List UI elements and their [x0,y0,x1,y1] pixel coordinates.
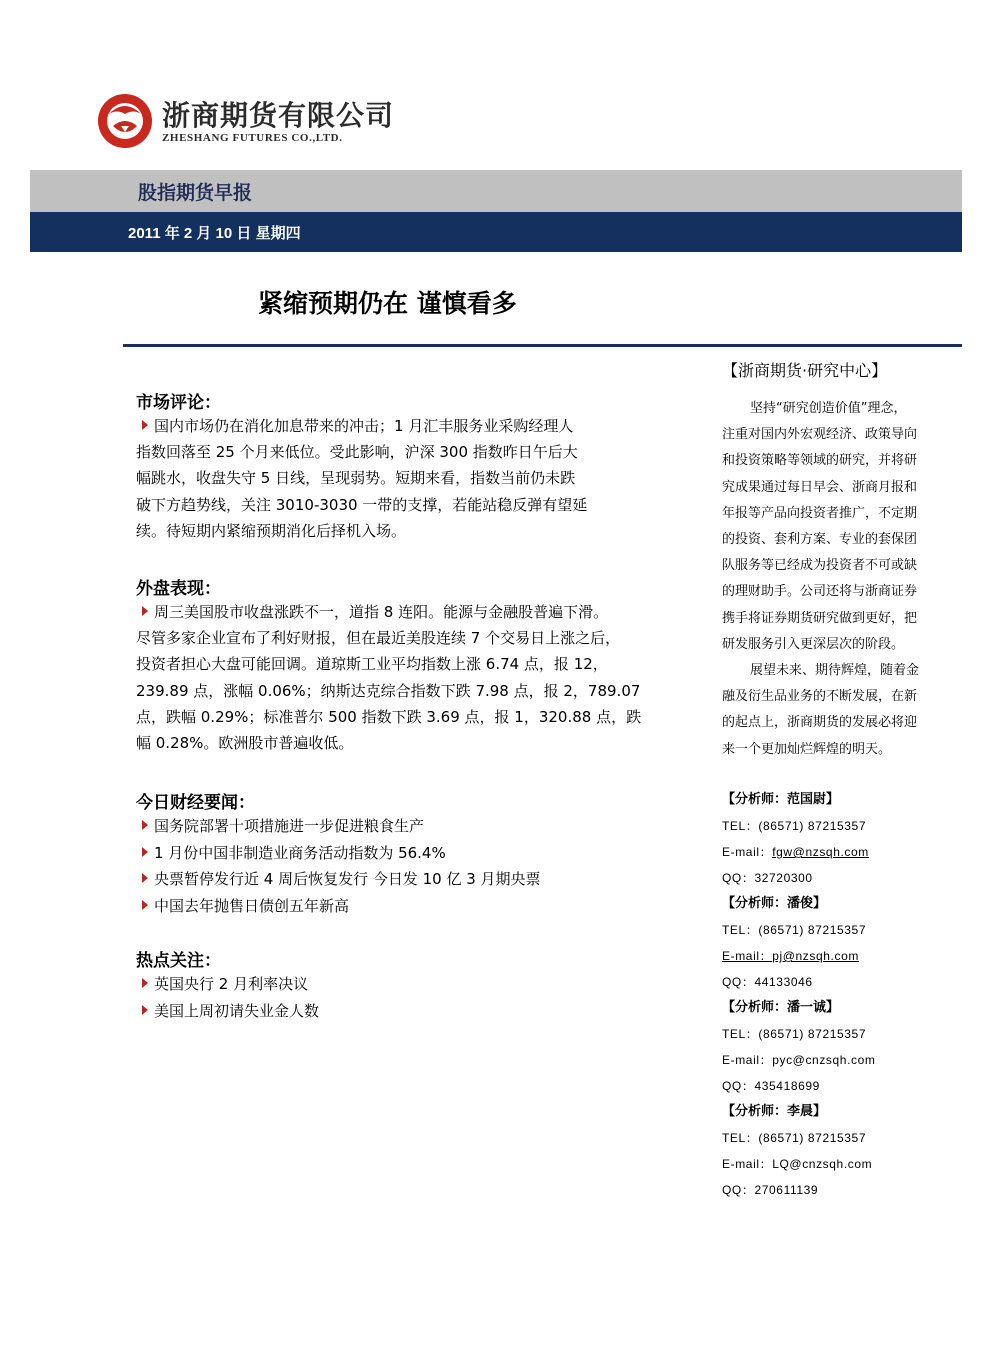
overseas-line: 点，跌幅 0.29%；标准普尔 500 指数下跌 3.69 点，报 1，320.88 点，跌 [136,707,642,726]
news-item: 中国去年抛售日债创五年新高 [136,893,686,920]
market-heading: 市场评论： [136,393,221,413]
bullet-arrow-icon [142,606,148,616]
outlook-line: 来一个更加灿烂辉煌的明天。 [722,741,892,757]
company-logo [96,92,395,152]
analyst-name: 【分析师：范国尉】 [722,792,840,807]
analyst-card [722,787,962,891]
intro-line: 队服务等已经成为投资者不可或缺 [722,558,918,574]
sidebar-intro [722,396,958,658]
report-title: 股指期货早报 [138,182,253,204]
news-item: 1 月份中国非制造业商务活动指数为 56.4% [136,840,686,867]
intro-line: 携手将证券期货研究做到更好，把 [722,610,918,626]
intro-line: 研发服务引入更深层次的阶段。 [722,636,905,652]
sidebar-outlook [722,658,958,763]
sidebar-heading: 【浙商期货·研究中心】 [722,361,888,380]
analyst-email-link[interactable]: LQ@cnzsqh.com [772,1157,873,1171]
analyst-tel: TEL：(86571) 87215357 [722,1027,867,1041]
bullet-arrow-icon [142,900,148,910]
analyst-email-row: E-mail：pyc@cnzsqh.com [722,1053,876,1067]
report-date: 2011 年 2 月 10 日 星期四 [128,225,301,242]
overseas-heading: 外盘表现： [136,579,221,599]
outlook-line: 融及衍生品业务的不断发展，在新 [722,689,918,705]
bullet-arrow-icon [142,420,148,430]
hot-item: 美国上周初请失业金人数 [136,998,686,1025]
overseas-line: 周三美国股市收盘涨跌不一，道指 8 连阳。能源与金融股普遍下滑。 [136,599,686,625]
market-paragraph [136,413,686,544]
news-item: 国务院部署十项措施进一步促进粮食生产 [136,813,686,840]
headline-divider [123,344,962,347]
analyst-name: 【分析师：潘俊】 [722,896,827,911]
analyst-email-link[interactable]: pyc@cnzsqh.com [772,1053,876,1067]
news-item: 央票暂停发行近 4 周后恢复发行 今日发 10 亿 3 月期央票 [136,866,686,893]
analyst-card [722,891,962,995]
market-line: 续。待短期内紧缩预期消化后择机入场。 [136,521,407,540]
bullet-arrow-icon [142,873,148,883]
intro-line: 的投资、套利方案、专业的套保团 [722,531,918,547]
hot-heading: 热点关注： [136,951,221,971]
report-title-band [30,170,962,212]
analyst-qq: QQ：32720300 [722,871,813,885]
analyst-qq: QQ：44133046 [722,975,813,989]
analyst-email-link[interactable]: fgw@nzsqh.com [772,845,869,859]
analyst-qq: QQ：435418699 [722,1079,820,1093]
bullet-arrow-icon [142,847,148,857]
analyst-tel: TEL：(86571) 87215357 [722,1131,867,1145]
bullet-arrow-icon [142,978,148,988]
intro-line: 和投资策略等领域的研究，并将研 [722,453,918,469]
analyst-qq: QQ：270611139 [722,1183,819,1197]
analyst-email-row: E-mail：fgw@nzsqh.com [722,845,869,859]
analyst-email-link[interactable]: pj@nzsqh.com [772,949,859,963]
report-date-band [30,212,962,252]
intro-line: 的理财助手。公司还将与浙商证券 [722,584,918,600]
intro-line: 坚持“研究创造价值”理念， [750,401,907,416]
overseas-line: 投资者担心大盘可能回调。道琼斯工业平均指数上涨 6.74 点，报 12， [136,655,608,674]
outlook-line: 展望未来、期待辉煌，随着金 [750,663,920,678]
bullet-arrow-icon [142,820,148,830]
outlook-line: 的起点上，浙商期货的发展必将迎 [722,715,918,731]
market-line: 破下方趋势线，关注 3010-3030 一带的支撑，若能站稳反弹有望延 [136,495,588,514]
bullet-arrow-icon [142,1005,148,1015]
analyst-email-row: E-mail：LQ@cnzsqh.com [722,1157,873,1171]
hot-list [136,971,686,1024]
analyst-card [722,995,962,1099]
overseas-line: 239.89 点，涨幅 0.06%；纳斯达克综合指数下跌 7.98 点，报 2，789.07 [136,681,641,700]
company-name-cn: 浙商期货有限公司 [162,99,395,132]
report-headline: 紧缩预期仍在 谨慎看多 [258,289,517,318]
overseas-paragraph [136,599,686,756]
intro-line: 究成果通过每日早会、浙商月报和 [722,479,918,495]
analyst-name: 【分析师：潘一诚】 [722,1000,840,1015]
analyst-name: 【分析师：李晨】 [722,1104,827,1119]
market-line: 幅跳水，收盘失守 5 日线，呈现弱势。短期来看，指数当前仍未跌 [136,469,576,488]
news-list [136,813,686,919]
news-heading: 今日财经要闻： [136,793,255,813]
market-line: 国内市场仍在消化加息带来的冲击；1 月汇丰服务业采购经理人 [136,413,686,439]
overseas-line: 幅 0.28%。欧洲股市普遍收低。 [136,733,354,752]
analyst-tel: TEL：(86571) 87215357 [722,923,867,937]
hot-item: 英国央行 2 月利率决议 [136,971,686,998]
company-name-en: ZHESHANG FUTURES CO.,LTD. [162,132,343,144]
intro-line: 注重对国内外宏观经济、政策导向 [722,427,918,443]
overseas-line: 尽管多家企业宣布了利好财报，但在最近美股连续 7 个交易日上涨之后， [136,629,621,648]
zheshang-logo-icon [96,92,154,150]
analyst-tel: TEL：(86571) 87215357 [722,819,867,833]
analyst-email-row: E-mail：pj@nzsqh.com [722,949,859,963]
analyst-card [722,1099,962,1203]
market-line: 指数回落至 25 个月来低位。受此影响，沪深 300 指数昨日午后大 [136,443,578,462]
intro-line: 年报等产品向投资者推广，不定期 [722,505,918,521]
